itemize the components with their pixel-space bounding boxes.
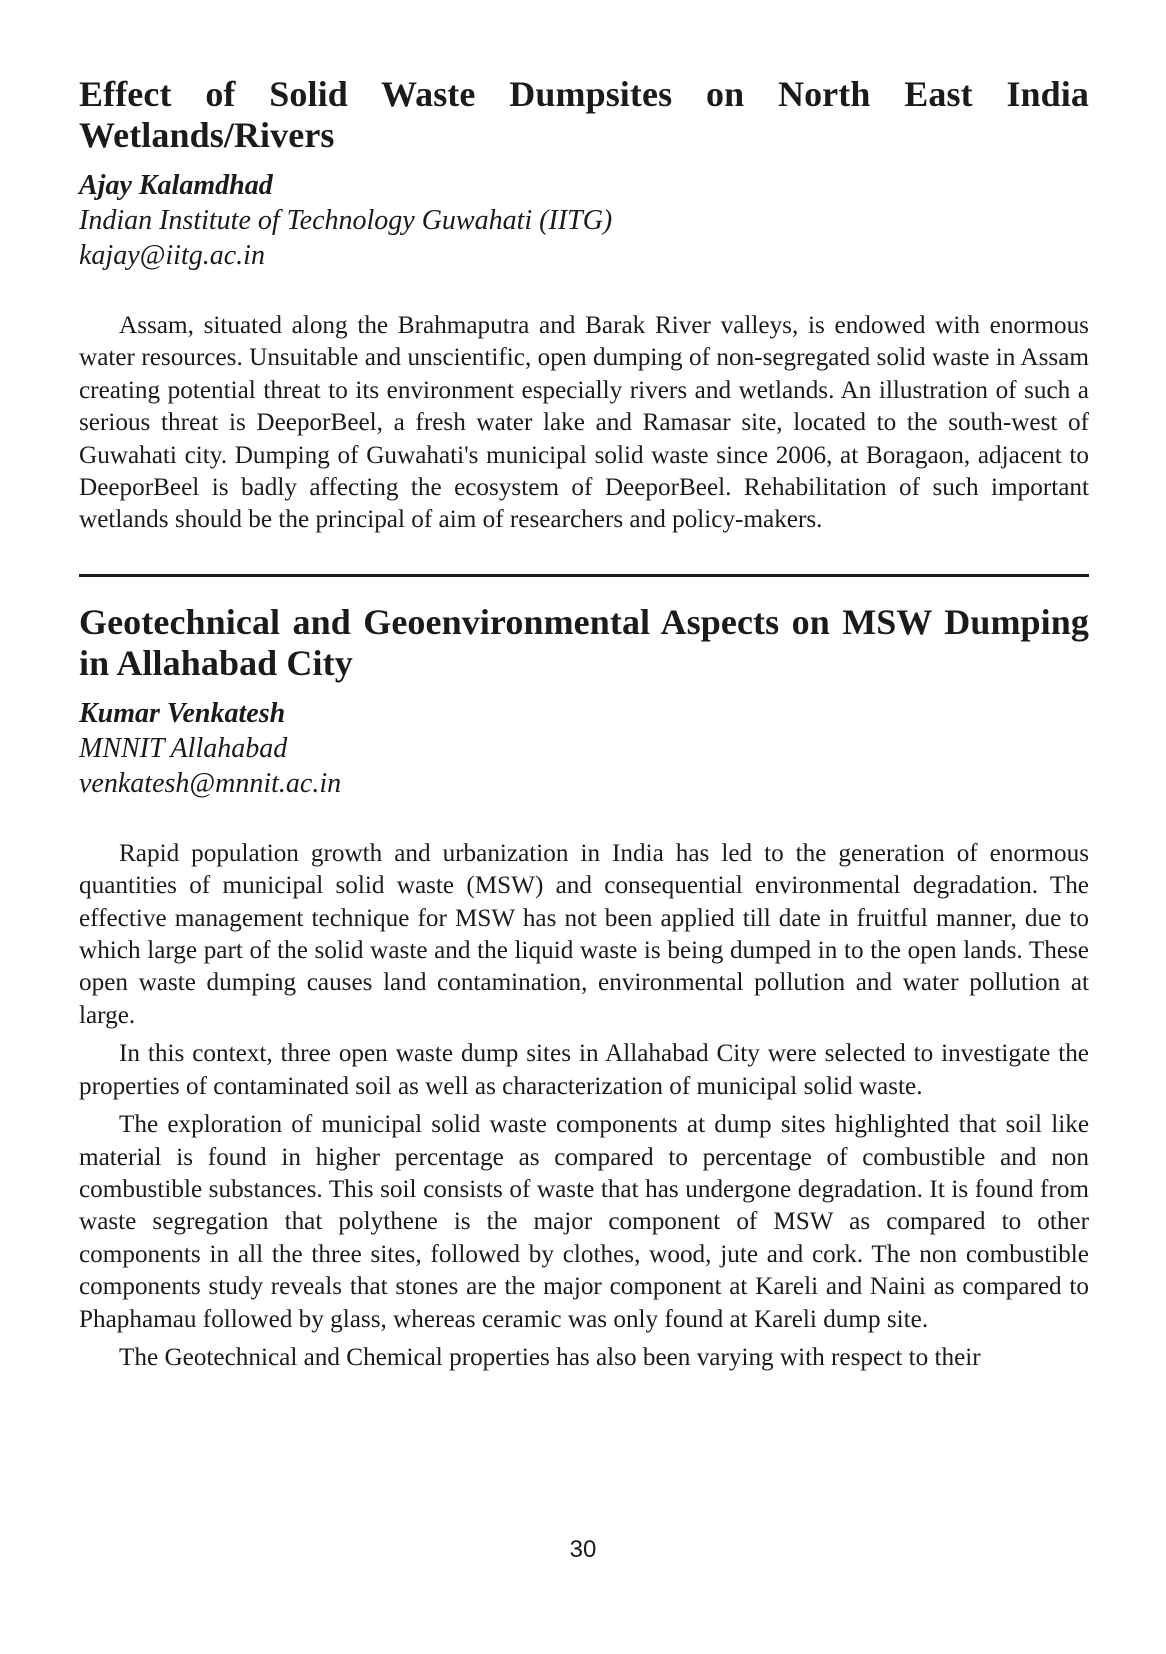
author-block (79, 696, 1089, 801)
author-affiliation: MNNIT Allahabad (79, 732, 288, 764)
article-title: Effect of Solid Waste Dumpsites on North East India Wetlands/Rivers (79, 74, 1089, 155)
article-2 (79, 602, 1089, 1375)
article-1 (79, 74, 1089, 537)
document-page (79, 74, 1089, 1374)
abstract (79, 838, 1089, 1375)
author-block (79, 168, 1089, 273)
abstract-paragraph: Assam, situated along the Brahmaputra and Barak River valleys, is endowed with enormous water resources. Unsuitable and unscientific, open dumping of non-segregated solid waste in Assam creating potential threat to its environment especially rivers and wetlands. An illustration of such a serious threat is DeeporBeel, a fresh water lake and Ramasar site, located to the south-west of Guwahati city. Dumping of Guwahati's municipal solid waste since 2006, at Boragaon, adjacent to DeeporBeel is badly affecting the ecosystem of DeeporBeel. Rehabilitation of such important wetlands should be the principal of aim of researchers and policy-makers. (79, 312, 1089, 534)
section-divider (79, 574, 1089, 577)
abstract-paragraph: In this context, three open waste dump sites in Allahabad City were selected to investigate the properties of contaminated soil as well as characterization of municipal solid waste. (79, 1040, 1089, 1100)
author-name: Ajay Kalamdhad (79, 170, 273, 201)
abstract (79, 310, 1089, 537)
author-email: venkatesh@mnnit.ac.in (79, 767, 342, 799)
abstract-paragraph: The Geotechnical and Chemical properties has also been varying with respect to their (119, 1343, 981, 1371)
abstract-paragraph: Rapid population growth and urbanization in India has led to the generation of enormous quantities of municipal solid waste (MSW) and consequential environmental degradation. The effective management technique for MSW has not been applied till date in fruitful manner, due to which large part of the solid waste and the liquid waste is being dumped in to the open lands. These open waste dumping causes land contamination, environmental pollution and water pollution at large. (79, 839, 1089, 1029)
page-number: 30 (569, 1536, 597, 1563)
abstract-paragraph: The exploration of municipal solid waste components at dump sites highlighted that soil like material is found in higher percentage as compared to percentage of combustible and non combustible substances. This soil consists of waste that has undergone degradation. It is found from waste segregation that polythene is the major component of MSW as compared to other components in all the three sites, followed by clothes, wood, jute and cork. The non combustible components study reveals that stones are the major component at Kareli and Naini as compared to Phaphamau followed by glass, whereas ceramic was only found at Kareli dump site. (79, 1111, 1089, 1333)
author-affiliation: Indian Institute of Technology Guwahati (IITG) (79, 205, 613, 236)
article-title: Geotechnical and Geoenvironmental Aspects on MSW Dumping in Allahabad City (79, 601, 1089, 683)
author-email: kajay@iitg.ac.in (79, 240, 265, 271)
author-name: Kumar Venkatesh (79, 697, 286, 729)
